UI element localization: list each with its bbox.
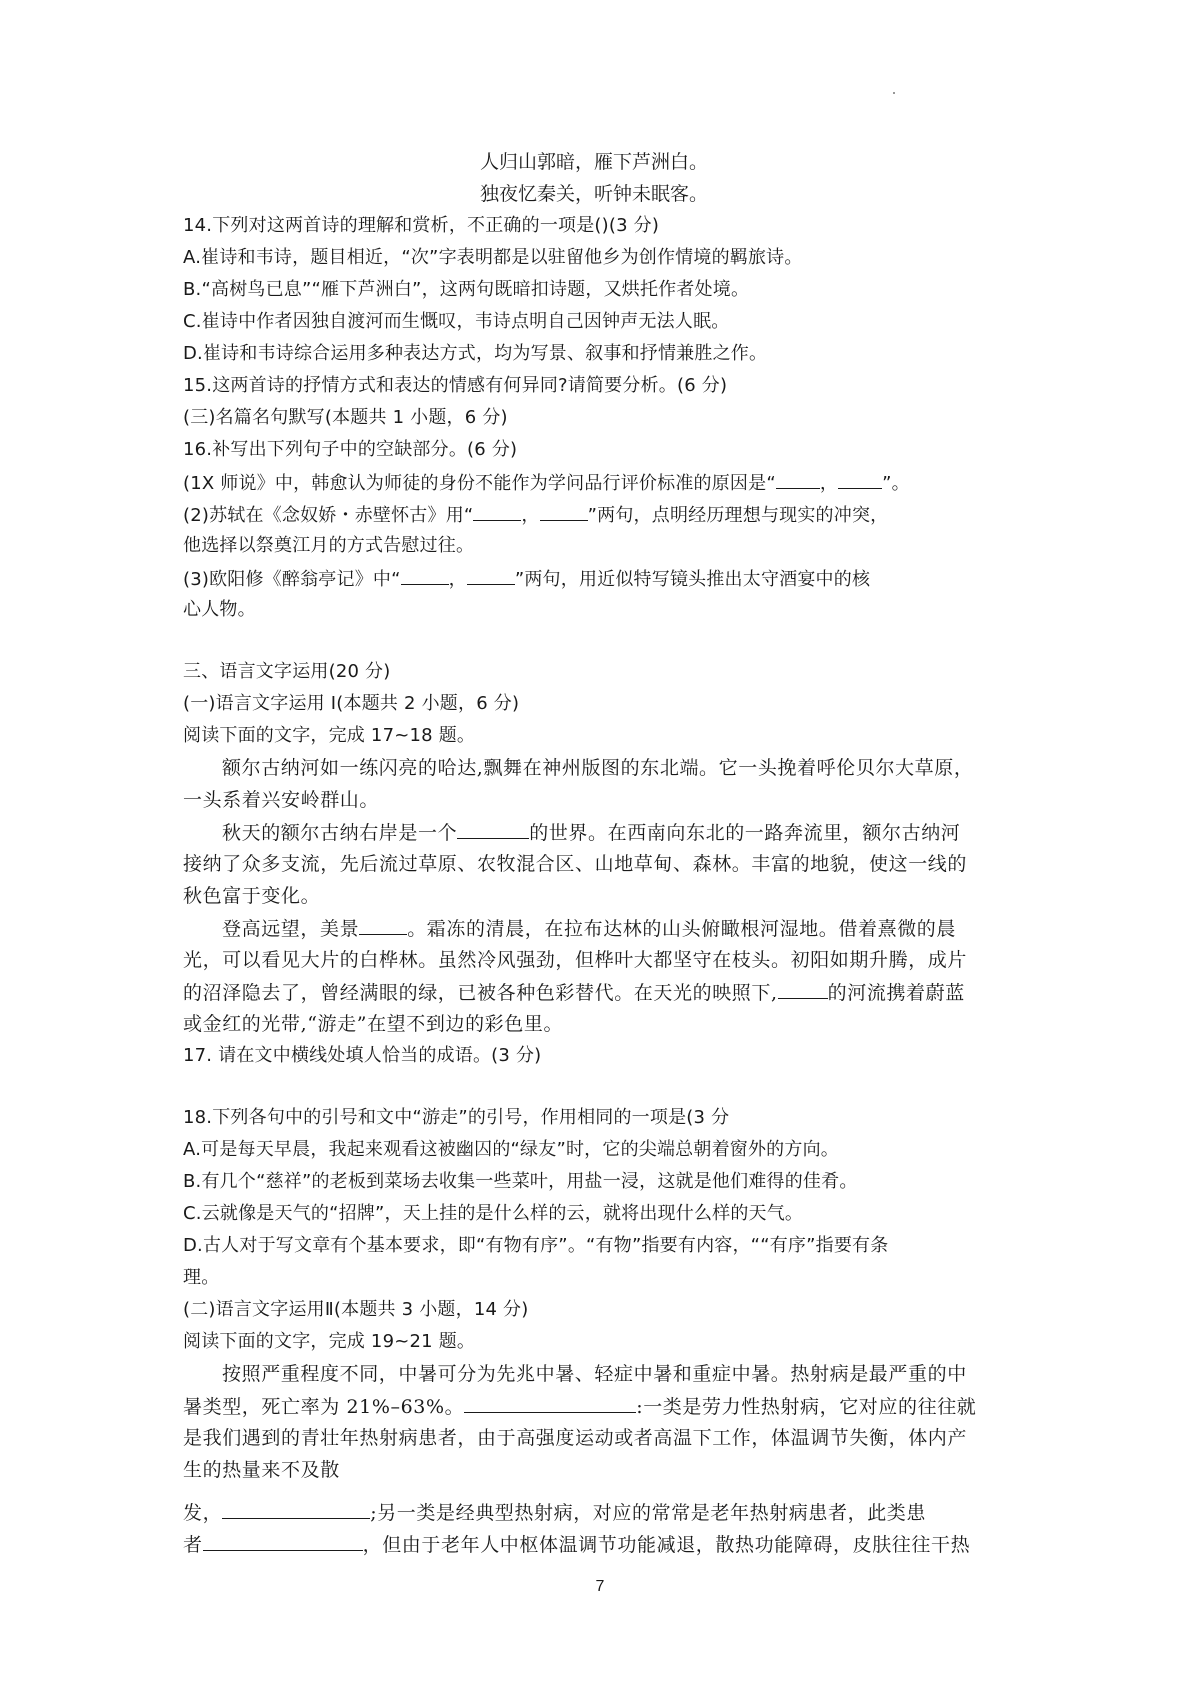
question-16-item-3 <box>183 566 870 592</box>
question-16-item-2-text: (2)苏轼在《念奴娇・赤壁怀古》用“ <box>183 505 474 526</box>
passage-2-line-5 <box>183 1500 926 1525</box>
answer-blank[interactable] <box>467 566 515 585</box>
passage-1-para-3-line-3 <box>183 980 965 1005</box>
question-18-option-c: C.云就像是天气的“招牌”，天上挂的是什么样的云，就将出现什么样的天气。 <box>183 1203 804 1224</box>
passage-1-para-3-line-4: 或金红的光带,“游走”在望不到边的彩色里。 <box>183 1013 564 1035</box>
question-16-item-1-text: (1X 师说》中，韩愈认为师徒的身份不能作为学问品行评价标准的原因是“ <box>183 473 776 494</box>
question-14-option-b: B.“高树鸟已息”“雁下芦洲白”，这两句既暗扣诗题，又烘托作者处境。 <box>183 279 750 300</box>
passage-text: 发， <box>183 1502 223 1524</box>
answer-blank[interactable] <box>778 980 828 999</box>
passage-text: :一类是劳力性热射病，它对应的往往就 <box>636 1396 977 1418</box>
question-16-item-1 <box>183 470 910 496</box>
answer-blank[interactable] <box>776 470 820 489</box>
question-15-stem: 15.这两首诗的抒情方式和表达的情感有何异同?请简要分析。(6 分) <box>183 375 728 396</box>
passage-2-line-4: 生的热量来不及散 <box>183 1459 340 1481</box>
passage-text: 的世界。在西南向东北的一路奔流里，额尔古纳河 <box>529 822 961 844</box>
question-14-option-d: D.崔诗和韦诗综合运用多种表达方式，均为写景、叙事和抒情兼胜之作。 <box>183 343 768 364</box>
passage-1-para-1-line-2: 一头系着兴安岭群山。 <box>183 789 380 811</box>
question-18-stem: 18.下列各句中的引号和文中“游走”的引号，作用相同的一项是(3 分 <box>183 1107 730 1128</box>
passage-text: ，但由于老年人中枢体温调节功能减退，散热功能障碍，皮肤往往干热 <box>362 1534 971 1556</box>
passage-1-para-3-line-2: 光，可以看见大片的白桦林。虽然冷风强劲，但桦叶大都坚守在枝头。初阳如期升腾，成片 <box>183 949 968 971</box>
passage-1-para-2-line-2: 接纳了众多支流，先后流过草原、农牧混合区、山地草甸、森林。丰富的地貌，使这一线的 <box>183 853 968 875</box>
question-14-stem: 14.下列对这两首诗的理解和赏析，不正确的一项是()(3 分) <box>183 215 660 236</box>
passage-text: 者 <box>183 1534 203 1556</box>
part-3-heading: 三、语言文字运用(20 分) <box>183 661 391 682</box>
poem-line-2: 独夜忆秦关，听钟未眠客。 <box>480 183 709 205</box>
reading-instruction-1: 阅读下面的文字，完成 17~18 题。 <box>183 725 476 746</box>
answer-blank[interactable] <box>401 566 449 585</box>
section-3-heading: (三)名篇名句默写(本题共 1 小题，6 分) <box>183 407 508 428</box>
question-16-item-2 <box>183 502 888 528</box>
passage-text: 。霜冻的清晨，在拉布达林的山头俯瞰根河湿地。借着熹微的晨 <box>407 918 957 940</box>
page-number: 7 <box>595 1578 605 1595</box>
answer-blank[interactable] <box>203 1532 363 1551</box>
question-17-stem: 17. 请在文中横线处填人恰当的成语。(3 分) <box>183 1045 542 1066</box>
answer-blank[interactable] <box>359 916 407 935</box>
passage-1-para-2-line-1 <box>222 820 960 845</box>
part-3-sub-2-heading: (二)语言文字运用Ⅱ(本题共 3 小题，14 分) <box>183 1299 529 1320</box>
passage-text: 的河流携着蔚蓝 <box>827 982 965 1004</box>
reading-instruction-2: 阅读下面的文字，完成 19~21 题。 <box>183 1331 476 1352</box>
question-18-option-d: D.古人对于写文章有个基本要求，即“有物有序”。“有物”指要有内容，““有序”指要有条 <box>183 1235 889 1256</box>
passage-text: 的沼泽隐去了，曾经满眼的绿，已被各种色彩替代。在天光的映照下, <box>183 982 778 1004</box>
question-16-item-3-line-2: 心人物。 <box>183 599 256 620</box>
question-18-option-a: A.可是每天早晨，我起来观看这被幽囚的“绿友”时，它的尖端总朝着窗外的方向。 <box>183 1139 839 1160</box>
part-3-sub-1-heading: (一)语言文字运用 I(本题共 2 小题，6 分) <box>183 693 520 714</box>
question-16-stem: 16.补写出下列句子中的空缺部分。(6 分) <box>183 439 518 460</box>
passage-2-line-6 <box>183 1532 970 1557</box>
passage-text: 暑类型，死亡率为 21%–63%。 <box>183 1396 465 1418</box>
question-16-item-2-line-2: 他选择以祭奠江月的方式告慰过往。 <box>183 535 475 556</box>
passage-1-para-2-line-3: 秋色富于变化。 <box>183 885 321 907</box>
passage-text: 秋天的额尔古纳右岸是一个 <box>222 822 458 844</box>
question-14-option-a: A.崔诗和韦诗，题目相近，“次”字表明都是以驻留他乡为创作情境的羁旅诗。 <box>183 247 803 268</box>
question-16-item-3-tail: ”两句，用近似特写镜头推出太守酒宴中的核 <box>514 569 871 590</box>
question-14-option-c: C.崔诗中作者因独自渡河而生慨叹，韦诗点明自己因钟声无法人眠。 <box>183 311 730 332</box>
passage-text: ;另一类是经典型热射病，对应的常常是老年热射病患者，此类患 <box>370 1502 927 1524</box>
separator: ， <box>448 569 467 590</box>
question-16-item-1-end: ”。 <box>882 473 910 494</box>
passage-1-para-1-line-1: 额尔古纳河如一练闪亮的哈达,飘舞在神州版图的东北端。它一头挽着呼伦贝尔大草原， <box>222 757 974 779</box>
answer-blank[interactable] <box>222 1500 370 1519</box>
answer-blank[interactable] <box>473 502 521 521</box>
answer-blank[interactable] <box>838 470 882 489</box>
answer-blank[interactable] <box>540 502 588 521</box>
answer-blank[interactable] <box>464 1394 636 1413</box>
poem-line-1: 人归山郭暗，雁下芦洲白。 <box>480 151 709 173</box>
passage-2-line-3: 是我们遇到的青壮年热射病患者，由于高强度运动或者高温下工作，体温调节失衡，体内产 <box>183 1427 968 1449</box>
question-16-item-3-text: (3)欧阳修《醉翁亭记》中“ <box>183 569 401 590</box>
scan-speck <box>893 92 895 94</box>
passage-1-para-3-line-1 <box>222 916 956 941</box>
passage-2-line-2 <box>183 1394 976 1419</box>
separator: ， <box>819 473 839 494</box>
answer-blank[interactable] <box>457 820 529 839</box>
question-18-option-b: B.有几个“慈祥”的老板到菜场去收集一些菜叶，用盐一浸，这就是他们难得的佳肴。 <box>183 1171 858 1192</box>
separator: ， <box>521 505 540 526</box>
question-16-item-2-tail: ”两句，点明经历理想与现实的冲突， <box>587 505 889 526</box>
question-18-option-d-line-2: 理。 <box>183 1267 220 1288</box>
passage-2-line-1: 按照严重程度不同，中暑可分为先兆中暑、轻症中暑和重症中暑。热射病是最严重的中 <box>222 1363 967 1385</box>
passage-text: 登高远望，美景 <box>222 918 360 940</box>
